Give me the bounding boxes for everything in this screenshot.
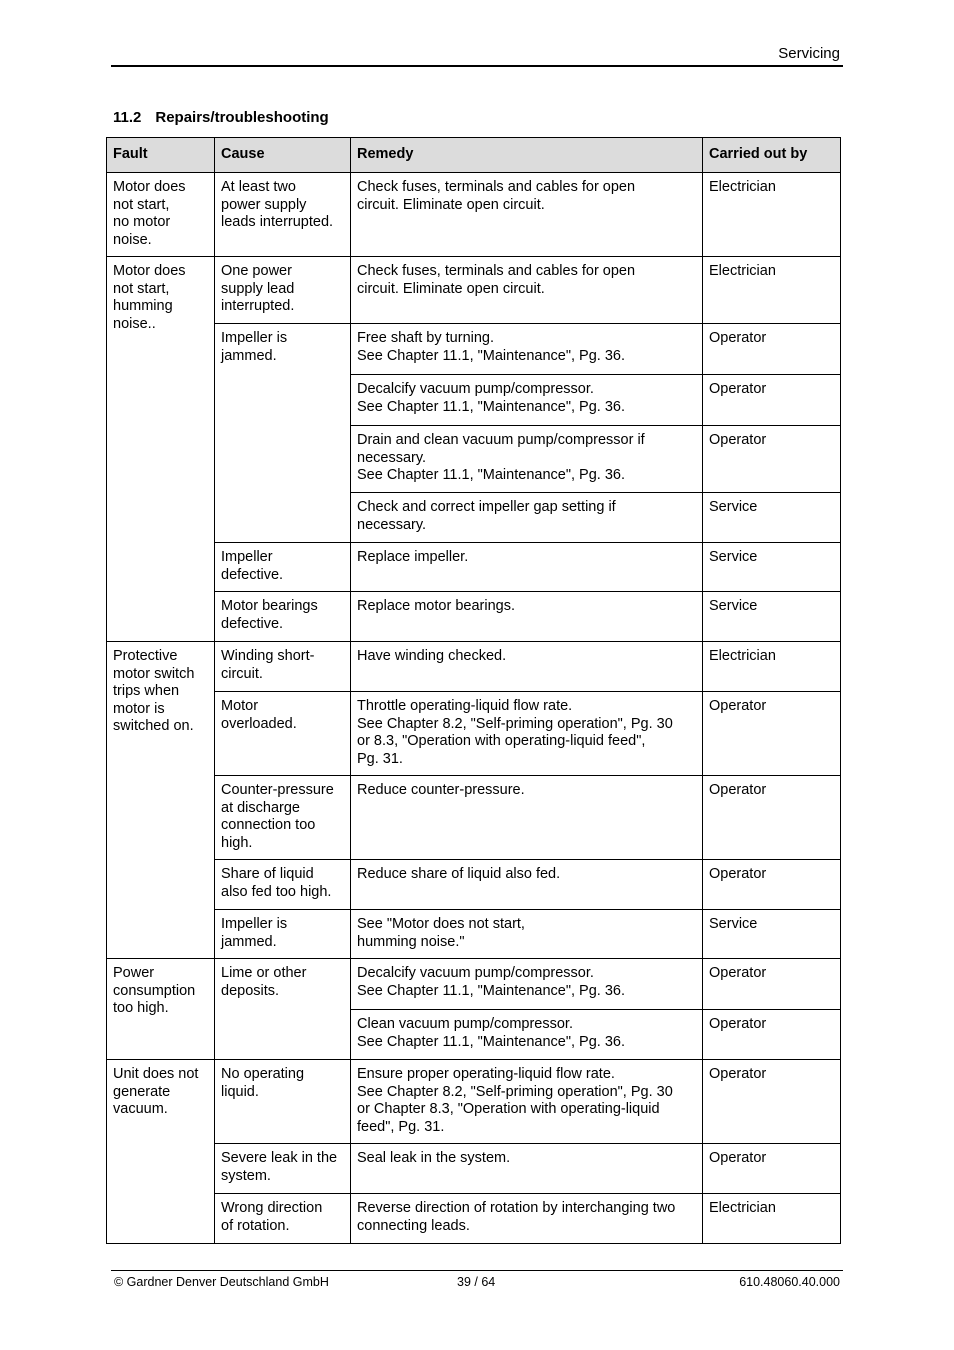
carried-out-by-cell: Service [703,592,841,642]
document-number: 610.48060.40.000 [739,1275,840,1289]
remedy-cell: Check fuses, terminals and cables for open circuit. Eliminate open circuit. [351,173,703,257]
remedy-cell: Reduce share of liquid also fed. [351,860,703,910]
fault-cell: Unit does not generate vacuum. [107,1060,215,1244]
table-row [107,1144,841,1194]
cause-cell: One power supply lead interrupted. [215,257,351,324]
section-heading [113,109,329,127]
table-row [107,543,841,592]
table-row [107,592,841,642]
carried-out-by-cell: Operator [703,1060,841,1144]
page-number: 39 / 64 [457,1275,496,1289]
carried-out-by-cell: Service [703,910,841,959]
carried-out-by-cell: Service [703,493,841,543]
carried-out-by-cell: Operator [703,324,841,375]
remedy-cell: Decalcify vacuum pump/compressor. See Chapter 11.1, "Maintenance", Pg. 36. [351,375,703,426]
fault-cell: Motor does not start, no motor noise. [107,173,215,257]
footer-divider [111,1270,843,1271]
remedy-cell: Reverse direction of rotation by interchanging two connecting leads. [351,1194,703,1244]
table-row [107,959,841,1010]
remedy-cell: Reduce counter-pressure. [351,776,703,860]
section-title: Repairs/troubleshooting [155,109,329,126]
remedy-cell: Check and correct impeller gap setting if necessary. [351,493,703,543]
cause-cell: Share of liquid also fed too high. [215,860,351,910]
cause-cell: Lime or other deposits. [215,959,351,1060]
carried-out-by-cell: Operator [703,776,841,860]
section-number: 11.2 [113,109,142,126]
cause-cell: Impeller is jammed. [215,910,351,959]
fault-cell: Motor does not start, humming noise.. [107,257,215,642]
remedy-cell: Have winding checked. [351,642,703,692]
fault-cell: Power consumption too high. [107,959,215,1060]
table-header-row [107,138,841,173]
cause-cell: Motor overloaded. [215,692,351,776]
cause-cell: Impeller is jammed. [215,324,351,543]
cause-cell: Severe leak in the system. [215,1144,351,1194]
troubleshooting-table [106,137,841,1244]
table-row [107,324,841,375]
cause-cell: Counter-pressure at discharge connection too high. [215,776,351,860]
table-row [107,1060,841,1144]
fault-cell: Protective motor switch trips when motor is switched on. [107,642,215,959]
carried-out-by-cell: Operator [703,1010,841,1060]
header-carried-out-by: Carried out by [703,138,841,173]
remedy-cell: Free shaft by turning. See Chapter 11.1, "Maintenance", Pg. 36. [351,324,703,375]
remedy-cell: Decalcify vacuum pump/compressor. See Chapter 11.1, "Maintenance", Pg. 36. [351,959,703,1010]
cause-cell: Wrong direction of rotation. [215,1194,351,1244]
header-cause: Cause [215,138,351,173]
table-row [107,692,841,776]
footer-copyright: © Gardner Denver Deutschland GmbH [114,1275,329,1289]
cause-cell: Winding short- circuit. [215,642,351,692]
remedy-cell: Drain and clean vacuum pump/compressor if necessary. See Chapter 11.1, "Maintenance", Pg. 36. [351,426,703,493]
carried-out-by-cell: Operator [703,375,841,426]
remedy-cell: Seal leak in the system. [351,1144,703,1194]
table-row [107,642,841,692]
remedy-cell: Clean vacuum pump/compressor. See Chapter 11.1, "Maintenance", Pg. 36. [351,1010,703,1060]
header-fault: Fault [107,138,215,173]
cause-cell: Impeller defective. [215,543,351,592]
remedy-cell: Replace impeller. [351,543,703,592]
table-row [107,910,841,959]
carried-out-by-cell: Service [703,543,841,592]
remedy-cell: Throttle operating-liquid flow rate. See Chapter 8.2, "Self-priming operation", Pg. 30 or 8.3, "Operation with operating-liquid feed", Pg. 31. [351,692,703,776]
table-row [107,1194,841,1244]
carried-out-by-cell: Operator [703,426,841,493]
remedy-cell: See "Motor does not start, humming noise." [351,910,703,959]
header-divider [111,65,843,67]
carried-out-by-cell: Electrician [703,642,841,692]
cause-cell: No operating liquid. [215,1060,351,1144]
table-row [107,257,841,324]
carried-out-by-cell: Electrician [703,1194,841,1244]
running-header: Servicing [778,45,840,62]
carried-out-by-cell: Operator [703,692,841,776]
remedy-cell: Ensure proper operating-liquid flow rate. See Chapter 8.2, "Self-priming operation", Pg. 30 or Chapter 8.3, "Operation with operating-liquid feed", Pg. 31. [351,1060,703,1144]
remedy-cell: Check fuses, terminals and cables for open circuit. Eliminate open circuit. [351,257,703,324]
carried-out-by-cell: Operator [703,959,841,1010]
table-row [107,860,841,910]
carried-out-by-cell: Operator [703,1144,841,1194]
cause-cell: Motor bearings defective. [215,592,351,642]
carried-out-by-cell: Electrician [703,257,841,324]
carried-out-by-cell: Electrician [703,173,841,257]
header-remedy: Remedy [351,138,703,173]
remedy-cell: Replace motor bearings. [351,592,703,642]
cause-cell: At least two power supply leads interrupted. [215,173,351,257]
carried-out-by-cell: Operator [703,860,841,910]
table-row [107,776,841,860]
table-row [107,173,841,257]
